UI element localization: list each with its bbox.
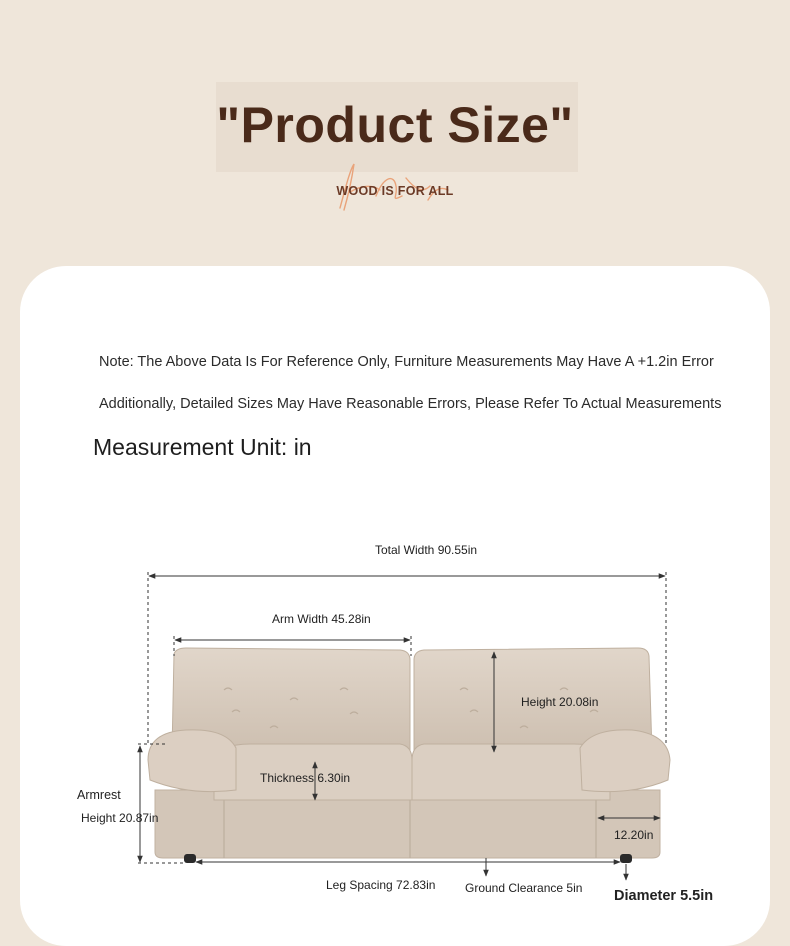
ground-clearance-label: Ground Clearance 5in — [465, 881, 583, 895]
measurement-unit: Measurement Unit: in — [93, 434, 312, 460]
note-line-2: Additionally, Detailed Sizes May Have Reasonable Errors, Please Refer To Actual Measurements — [99, 396, 722, 412]
page-title: "Product Size" — [216, 97, 574, 153]
sofa-illustration — [148, 648, 670, 863]
armrest-label: Armrest — [77, 788, 121, 802]
total-width-label: Total Width 90.55in — [375, 543, 478, 557]
note-line-1: Note: The Above Data Is For Reference Only, Furniture Measurements May Have A +1.2in Error — [99, 354, 714, 370]
armrest-height-label: Height 20.87in — [81, 811, 159, 825]
thickness-label: Thickness 6.30in — [260, 771, 351, 785]
side-depth-label: 12.20in — [614, 828, 654, 842]
diameter-label: Diameter 5.5in — [614, 888, 714, 904]
arm-width-label: Arm Width 45.28in — [272, 612, 371, 626]
brand-logo-text: WOOD IS FOR ALL — [336, 184, 454, 198]
leg-spacing-label: Leg Spacing 72.83in — [326, 878, 436, 892]
height-label: Height 20.08in — [521, 695, 599, 709]
